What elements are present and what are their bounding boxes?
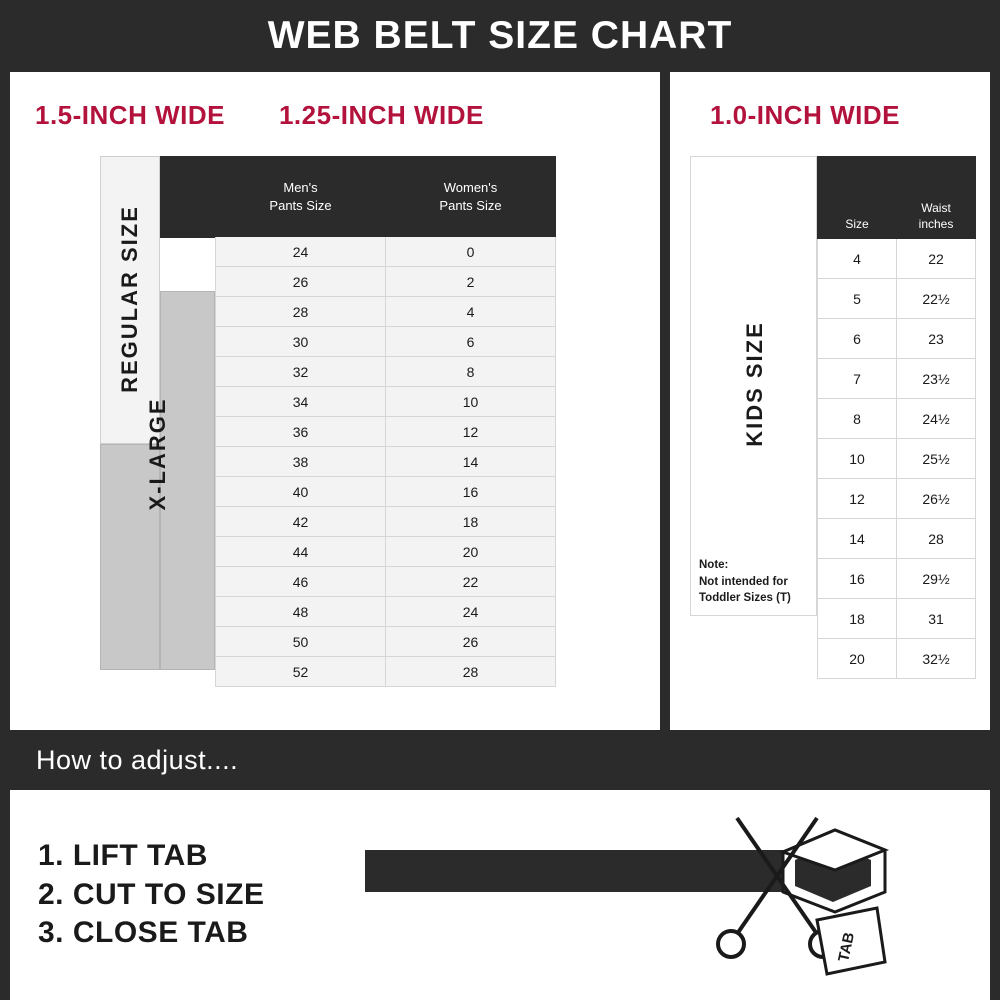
- cell-mens-size: 50: [216, 627, 386, 657]
- cell-mens-size: 48: [216, 597, 386, 627]
- table-row: [216, 387, 556, 417]
- table-row: [818, 399, 976, 439]
- table-row: [216, 627, 556, 657]
- cell-mens-size: 40: [216, 477, 386, 507]
- page-title: WEB BELT SIZE CHART: [267, 14, 733, 57]
- table-row: [216, 327, 556, 357]
- cell-womens-size: 10: [386, 387, 556, 417]
- cell-womens-size: 18: [386, 507, 556, 537]
- cell-kids-waist: 23½: [897, 359, 976, 399]
- cell-kids-waist: 24½: [897, 399, 976, 439]
- table-row: [818, 559, 976, 599]
- heading-1-25-inch: 1.25-INCH WIDE: [278, 100, 484, 130]
- belt-illustration: [365, 812, 985, 987]
- cell-kids-waist: 32½: [897, 639, 976, 679]
- cell-womens-size: 22: [386, 567, 556, 597]
- kids-note-line2: Not intended for: [699, 575, 788, 588]
- header-mens-line1: Men's: [283, 179, 318, 195]
- header-waist-line2: inches: [918, 216, 954, 231]
- table-row: [216, 597, 556, 627]
- cell-mens-size: 38: [216, 447, 386, 477]
- table-row: [818, 439, 976, 479]
- x-large-label: X-LARGE: [145, 397, 170, 511]
- table-row: [216, 567, 556, 597]
- table-row: [216, 297, 556, 327]
- cell-kids-waist: 23: [897, 319, 976, 359]
- table-row: [216, 537, 556, 567]
- cell-mens-size: 28: [216, 297, 386, 327]
- kids-panel: [670, 72, 990, 730]
- table-row: [818, 319, 976, 359]
- adult-width-headings: [10, 72, 660, 131]
- table-row: [818, 519, 976, 559]
- cell-mens-size: 46: [216, 567, 386, 597]
- table-row: [216, 357, 556, 387]
- cell-mens-size: 24: [216, 237, 386, 267]
- header-womens-line1: Women's: [443, 179, 498, 195]
- cell-kids-waist: 25½: [897, 439, 976, 479]
- cell-womens-size: 6: [386, 327, 556, 357]
- adult-panel: [10, 72, 660, 730]
- cell-kids-size: 10: [818, 439, 897, 479]
- belt-strap: [365, 850, 785, 892]
- cell-womens-size: 24: [386, 597, 556, 627]
- cell-kids-size: 6: [818, 319, 897, 359]
- table-row: [216, 447, 556, 477]
- cell-kids-waist: 31: [897, 599, 976, 639]
- kids-width-heading: [670, 72, 990, 131]
- heading-1-0-inch: 1.0-INCH WIDE: [710, 100, 900, 130]
- cell-kids-waist: 29½: [897, 559, 976, 599]
- cell-womens-size: 8: [386, 357, 556, 387]
- kids-size-label: KIDS SIZE: [742, 321, 767, 447]
- cell-womens-size: 14: [386, 447, 556, 477]
- cell-kids-size: 7: [818, 359, 897, 399]
- table-row: [818, 479, 976, 519]
- header-waist-line1: Waist: [921, 200, 951, 215]
- header-kids-size: Size: [818, 157, 897, 239]
- howto-step: 1. LIFT TAB: [38, 839, 208, 873]
- cell-womens-size: 0: [386, 237, 556, 267]
- cell-mens-size: 44: [216, 537, 386, 567]
- cell-kids-waist: 28: [897, 519, 976, 559]
- cell-mens-size: 52: [216, 657, 386, 687]
- cell-kids-waist: 22½: [897, 279, 976, 319]
- kids-note-line3: Toddler Sizes (T): [699, 592, 791, 605]
- table-row: [216, 417, 556, 447]
- cell-kids-size: 18: [818, 599, 897, 639]
- cell-womens-size: 4: [386, 297, 556, 327]
- table-row: [818, 639, 976, 679]
- table-row: [216, 237, 556, 267]
- cell-mens-size: 34: [216, 387, 386, 417]
- cell-mens-size: 42: [216, 507, 386, 537]
- table-row: [216, 477, 556, 507]
- cell-womens-size: 20: [386, 537, 556, 567]
- howto-step: 2. CUT TO SIZE: [38, 877, 265, 911]
- cell-womens-size: 26: [386, 627, 556, 657]
- cell-kids-size: 16: [818, 559, 897, 599]
- table-row: [818, 599, 976, 639]
- howto-step: 3. CLOSE TAB: [38, 916, 249, 950]
- page-header: [0, 0, 1000, 72]
- cell-mens-size: 30: [216, 327, 386, 357]
- header-mens-line2: Pants Size: [269, 197, 332, 213]
- heading-1-5-inch: 1.5-INCH WIDE: [35, 100, 225, 130]
- cell-kids-size: 4: [818, 239, 897, 279]
- cell-kids-size: 5: [818, 279, 897, 319]
- table-header-row: [216, 157, 556, 237]
- header-mens-pants-size: [216, 157, 386, 237]
- tab-callout: [817, 908, 885, 974]
- table-row: [216, 657, 556, 687]
- cell-kids-waist: 22: [897, 239, 976, 279]
- howto-band: [0, 730, 1000, 790]
- cell-kids-size: 20: [818, 639, 897, 679]
- header-womens-line2: Pants Size: [439, 197, 502, 213]
- cell-womens-size: 16: [386, 477, 556, 507]
- header-kids-waist: [897, 157, 976, 239]
- cell-womens-size: 28: [386, 657, 556, 687]
- regular-size-label: REGULAR SIZE: [117, 205, 142, 393]
- table-row: [818, 359, 976, 399]
- cell-womens-size: 12: [386, 417, 556, 447]
- cell-mens-size: 36: [216, 417, 386, 447]
- cell-kids-waist: 26½: [897, 479, 976, 519]
- kids-size-table: [817, 156, 976, 679]
- adult-size-table: [215, 156, 556, 687]
- cell-kids-size: 8: [818, 399, 897, 439]
- tab-label: TAB: [835, 930, 859, 964]
- cell-mens-size: 32: [216, 357, 386, 387]
- header-womens-pants-size: [386, 157, 556, 237]
- table-row: [216, 267, 556, 297]
- table-row: [818, 279, 976, 319]
- cell-kids-size: 14: [818, 519, 897, 559]
- kids-note: [699, 557, 791, 607]
- howto-title: How to adjust....: [36, 744, 239, 775]
- kids-note-line1: Note:: [699, 558, 729, 571]
- table-row: [216, 507, 556, 537]
- cell-womens-size: 2: [386, 267, 556, 297]
- cell-mens-size: 26: [216, 267, 386, 297]
- table-header-row: [818, 157, 976, 239]
- cell-kids-size: 12: [818, 479, 897, 519]
- charts-area: [0, 72, 1000, 730]
- table-row: [818, 239, 976, 279]
- howto-steps-list: [10, 837, 264, 952]
- howto-steps-panel: [10, 790, 990, 1000]
